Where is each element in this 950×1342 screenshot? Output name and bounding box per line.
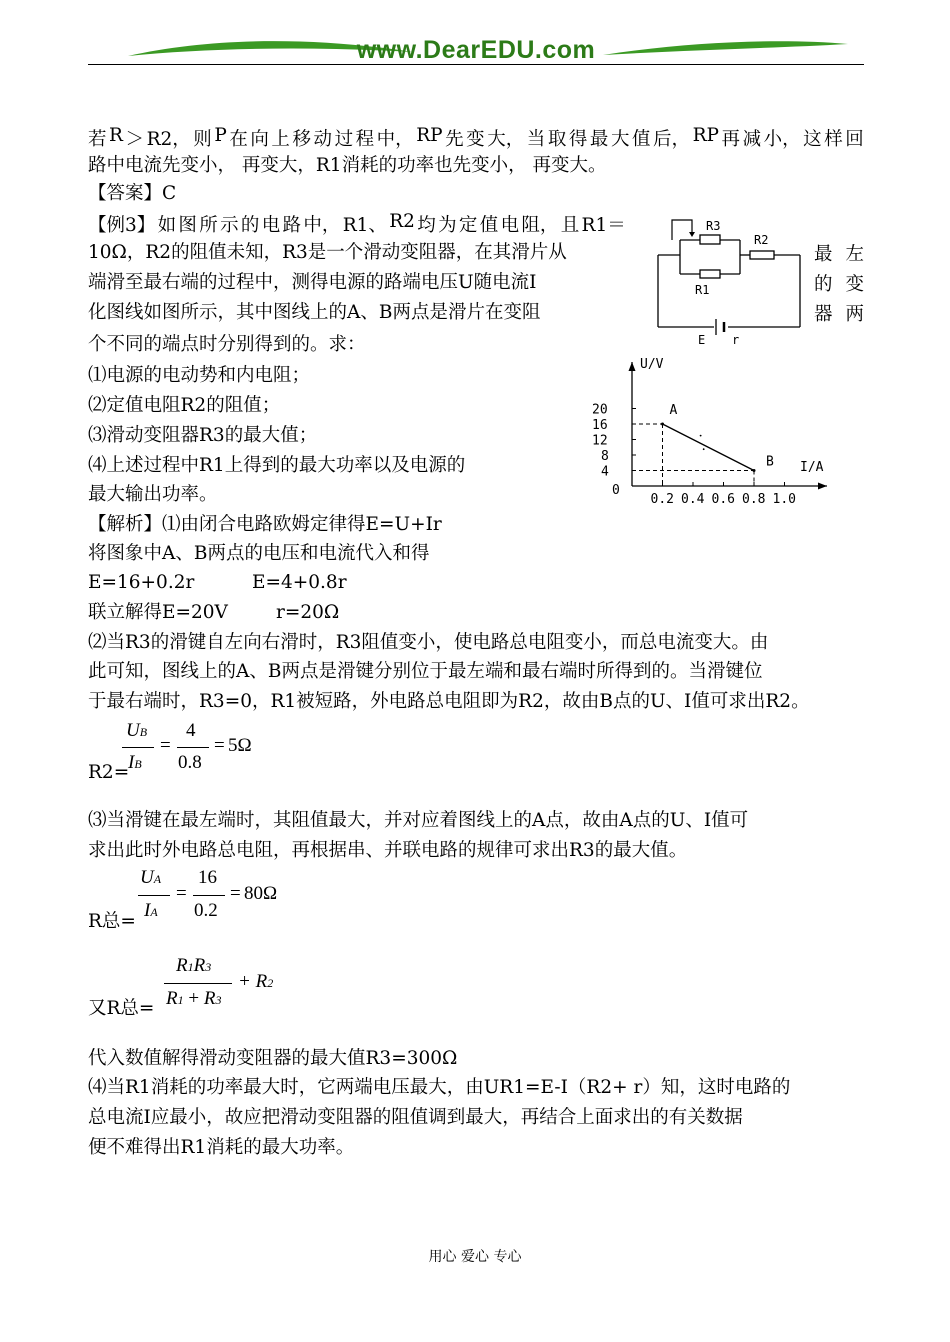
text-token: 的 — [814, 274, 833, 295]
text-token: 过 — [334, 129, 354, 150]
den-var: I — [128, 752, 135, 773]
point-label-a: A — [669, 403, 678, 418]
x-tick-label: 0.6 — [711, 492, 735, 507]
num-var: U — [126, 720, 140, 741]
text-token: 的 — [240, 215, 260, 236]
data-point-b — [753, 469, 756, 472]
formula-r2: UB IB = 4 0.8 = 5Ω — [122, 720, 272, 780]
label-r2: R2 — [754, 233, 769, 247]
question-4-cont: 最大输出功率。 — [88, 484, 218, 505]
stray-dot — [703, 448, 705, 450]
text-token: 中， — [376, 129, 414, 150]
solution-3-result: 代入数值解得滑动变阻器的最大值R3=300Ω — [88, 1048, 458, 1069]
text-token: RP — [692, 125, 719, 146]
x-tick-label: 1.0 — [772, 492, 796, 507]
solution-4-line: 便不难得出R1消耗的最大功率。 — [88, 1137, 355, 1158]
d1: R — [166, 988, 178, 1009]
text-token: 当 — [526, 129, 546, 150]
n2s: 3 — [205, 960, 212, 974]
question-1: ⑴电源的电动势和内电阻； — [88, 365, 311, 386]
plus: + — [188, 988, 200, 1009]
text-token: 值 — [479, 215, 499, 236]
text-token: 所 — [199, 215, 218, 236]
text-token: R1、 — [342, 215, 387, 236]
r2-resistor — [750, 251, 774, 259]
solution-2-line: ⑵当R3的滑键自左向右滑时，R3阻值变小，使电路总电阻变小，而总电流变大。由 — [88, 632, 769, 653]
y-tick-label: 16 — [592, 418, 608, 433]
text-token: 在 — [229, 129, 248, 150]
text-token: 小， — [763, 129, 801, 150]
text-token: 值 — [632, 129, 651, 150]
circuit-diagram — [650, 210, 810, 350]
n1: R — [176, 955, 188, 976]
solution-2-line: 此可知，图线上的A、B两点是滑键分别位于最左端和最右端时所得到的。当滑键位 — [88, 661, 763, 682]
label-r1: R1 — [695, 283, 710, 297]
formula-parallel — [164, 955, 304, 1019]
text-token: 回 — [845, 129, 864, 150]
d1s: 1 — [177, 993, 184, 1007]
text-token: 上 — [271, 129, 290, 150]
text-token: 取 — [547, 129, 567, 150]
text-token: R — [109, 125, 123, 146]
text-token: 变 — [845, 274, 864, 295]
answer-text: 【答案】C — [88, 183, 177, 204]
text-token: 大， — [487, 129, 525, 150]
text-token: 得 — [568, 129, 588, 150]
x-tick-label: 0.2 — [650, 492, 674, 507]
solution-line: 【解析】⑴由闭合电路欧姆定律得E=U+Ir — [88, 514, 442, 535]
den-value: 0.8 — [178, 752, 202, 773]
solve-r: r=20Ω — [276, 602, 340, 623]
text-token: RP — [416, 125, 443, 146]
num-var: U — [140, 867, 154, 888]
text-token: 如 — [157, 215, 177, 236]
x-tick-label: 0.8 — [742, 492, 766, 507]
solution-line: 将图象中A、B两点的电压和电流代入和得 — [88, 543, 430, 564]
site-logo[interactable]: www.DearEDU.com — [356, 36, 596, 64]
r2-label: R2= — [88, 762, 130, 783]
text-token: 向 — [250, 129, 269, 150]
text-token: 这 — [803, 129, 822, 150]
text-token: 电 — [261, 215, 281, 236]
text-token: 变 — [466, 129, 485, 150]
text-token: R1＝ — [581, 215, 626, 236]
point-label-b: B — [766, 454, 774, 470]
example-line: 端滑至最右端的过程中，测得电源的路端电压U随电流I — [88, 272, 537, 293]
equation-2: E=4+0.8r — [252, 572, 347, 593]
text-token: 为 — [438, 215, 457, 236]
text-token: ＞ — [125, 129, 145, 150]
text-token: 电 — [500, 215, 520, 236]
slider-arrow-icon — [689, 232, 695, 237]
u-i-chart — [580, 352, 850, 512]
text-token: 均 — [417, 215, 436, 236]
text-token: R2， — [146, 129, 191, 150]
header-divider — [88, 64, 864, 65]
page-footer: 用心 爱心 专心 — [428, 1249, 522, 1265]
formula-rtotal: UA IA = 16 0.2 = 80Ω — [140, 867, 278, 921]
question-2: ⑵定值电阻R2的阻值； — [88, 395, 281, 416]
y-axis-label: U/V — [640, 357, 664, 372]
equation-1: E=16+0.2r — [88, 572, 195, 593]
text-token: 若 — [88, 129, 107, 150]
result: 5Ω — [228, 735, 252, 756]
text-token: 动 — [313, 129, 333, 150]
result: 80Ω — [244, 883, 278, 904]
label-r3: R3 — [706, 219, 721, 233]
text-token: 图 — [178, 215, 197, 236]
example-right-text — [814, 240, 864, 266]
den-sub: B — [134, 757, 142, 771]
x-axis-label: I/A — [800, 460, 824, 475]
text-token: 先 — [445, 129, 464, 150]
text-token: 路 — [282, 215, 302, 236]
data-point-a — [661, 423, 664, 426]
text-token: 且 — [560, 215, 580, 236]
paragraph-line: 路中电流先变小， 再变大，R1消耗的功率也先变小， 再变大。 — [88, 155, 607, 176]
text-token: 再 — [721, 129, 741, 150]
y-tick-label: 4 — [601, 464, 609, 480]
y-tick-label: 12 — [592, 433, 608, 449]
text-token: 大 — [610, 129, 630, 150]
d2s: 3 — [215, 993, 222, 1007]
text-token: R2 — [389, 211, 415, 232]
y-tick-label: 20 — [592, 402, 608, 418]
example-right-text — [814, 300, 864, 326]
text-token: 程 — [355, 129, 375, 150]
solution-4-line: ⑷当R1消耗的功率最大时，它两端电压最大，由UR1=E-I（R2+ r）知，这时电路的 — [88, 1077, 791, 1098]
solution-2-line: 于最右端时，R3=0，R1被短路，外电路总电阻即为R2，故由B点的U、I值可求出R2。 — [88, 691, 810, 712]
text-token: 最 — [589, 129, 609, 150]
example-right-text — [814, 270, 864, 296]
label-e: E — [698, 333, 706, 347]
stray-dot — [700, 435, 702, 437]
solution-3-line: ⑶当滑键在最左端时，其阻值最大，并对应着图线上的A点，故由A点的U、I值可 — [88, 810, 749, 831]
den-value: 0.2 — [194, 900, 218, 921]
num-value: 4 — [186, 720, 196, 741]
series-line — [663, 424, 755, 471]
text-token: 则 — [193, 129, 212, 150]
tail: + R — [238, 971, 268, 992]
text-token: 左 — [845, 244, 864, 265]
text-token: 阻， — [521, 215, 559, 236]
solve-text: 联立解得E=20V — [88, 602, 228, 623]
text-token: 最 — [814, 244, 833, 265]
den-var: I — [144, 900, 151, 921]
question-4: ⑷上述过程中R1上得到的最大功率以及电源的 — [88, 455, 466, 476]
x-axis-arrow-icon — [818, 483, 827, 490]
example-line — [88, 211, 626, 237]
rtotal2-label: 又R总= — [88, 998, 155, 1019]
num-sub: B — [139, 725, 148, 739]
origin-label: 0 — [612, 483, 620, 498]
example-line: 10Ω，R2的阻值未知，R3是一个滑动变阻器，在其滑片从 — [88, 242, 567, 263]
text-token: 中， — [303, 215, 341, 236]
n2: R — [193, 955, 206, 976]
tail-sub: 2 — [267, 976, 274, 990]
page-header — [88, 30, 864, 70]
example-line: 个不同的端点时分别得到的。求： — [88, 334, 366, 355]
text-token: 【例3】 — [88, 215, 156, 236]
num-sub: A — [153, 872, 162, 886]
rtotal-label: R总= — [88, 911, 136, 932]
num-value: 16 — [198, 867, 217, 888]
question-3: ⑶滑动变阻器R3的最大值； — [88, 425, 318, 446]
n1s: 1 — [187, 960, 194, 974]
d2: R — [203, 988, 216, 1009]
text-token: P — [214, 125, 227, 146]
paragraph-line — [88, 125, 864, 151]
text-token: 示 — [220, 215, 239, 236]
y-tick-label: 8 — [601, 449, 609, 464]
label-r: r — [732, 333, 740, 347]
text-token: 样 — [824, 129, 843, 150]
r3-resistor — [700, 235, 720, 244]
y-axis-arrow-icon — [629, 362, 636, 371]
text-token: 减 — [742, 129, 762, 150]
text-token: 移 — [292, 129, 311, 150]
text-token: 后， — [653, 129, 691, 150]
den-sub: A — [150, 905, 158, 919]
r1-resistor — [700, 270, 720, 278]
x-tick-label: 0.4 — [681, 492, 705, 507]
example-line: 化图线如图所示，其中图线上的A、B两点是滑片在变阻 — [88, 302, 541, 323]
text-token: 定 — [458, 215, 478, 236]
text-token: 两 — [845, 304, 864, 325]
solution-3-line: 求出此时外电路总电阻，再根据串、并联电路的规律可求出R3的最大值。 — [88, 840, 688, 861]
text-token: 器 — [814, 304, 833, 325]
solution-4-line: 总电流I应最小，故应把滑动变阻器的阻值调到最大，再结合上面求出的有关数据 — [88, 1107, 743, 1128]
